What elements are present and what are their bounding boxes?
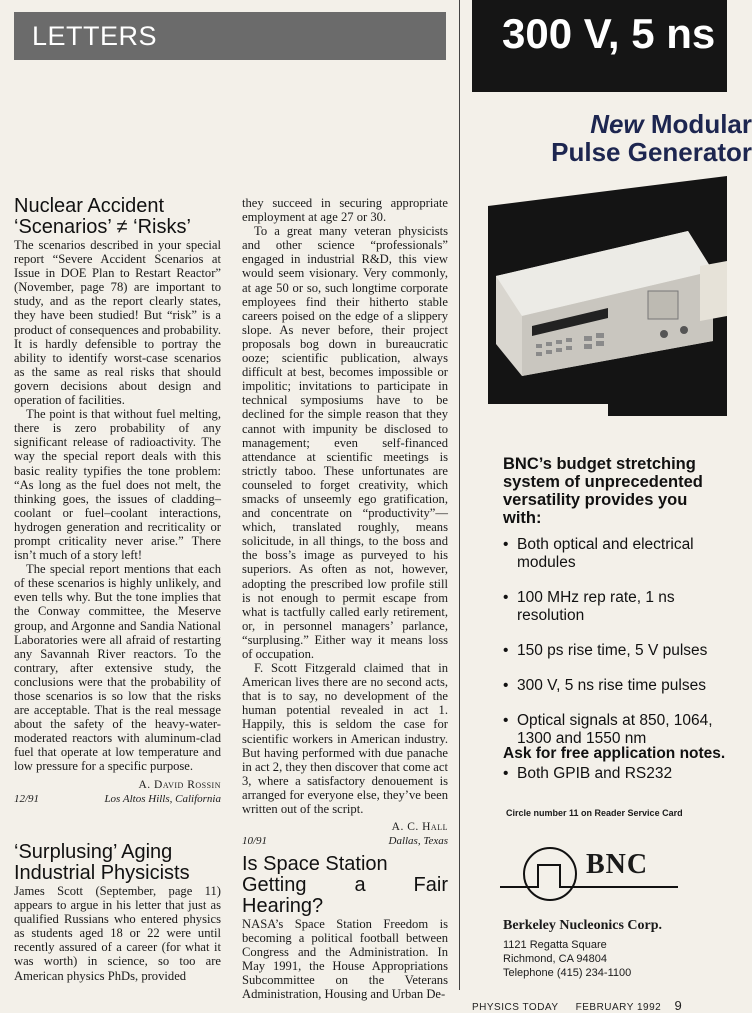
letter-date: 12/91 [14,792,40,805]
ad-feature: • Optical signals at 850, 1064, 1300 and 1550 nm [503,712,727,748]
letter-title [14,196,221,238]
issue-date: FEBRUARY 1992 [575,1002,662,1013]
paragraph: The scenarios described in your special report “Severe Accident Scenarios at Issue in DOE Plan to Restart Reactor” (November, page 78) are important to study, and as the report clearly states, they have been studied! But “risk” is a product of consequences and probability. It is hardly defensible to portray the ability to identify worst-case scenarios as the same as real risks that should govern decisions about design and operation of facilities. [14,238,221,408]
paragraph: F. Scott Fitzgerald claimed that in American lives there are no second acts, that is to say, no development of the human potential revealed in act 1. Happily, this is seldom the case for scientific workers in American industry. But having performed with due panache in act 2, they then discover that come act 3, where a satisfactory denouement is arranged for everyone else, they’ve been written out of the script. [242,661,448,817]
column-divider [459,0,460,990]
ad-feature: • 300 V, 5 ns rise time pulses [503,677,727,695]
signature [14,777,221,792]
section-title: LETTERS [32,21,158,51]
address-line: Richmond, CA 94804 [503,953,607,965]
letter-title [242,854,448,917]
signature [242,819,448,834]
date-location [14,792,221,806]
page-footer [472,998,682,1013]
title-line: Nuclear Accident [14,195,165,217]
ad-banner [472,0,727,92]
ad-feature: • 150 ps rise time, 5 V pulses [503,642,727,660]
paragraph: To a great many veteran physicists and other science “professionals” engaged in industrial R&D, this view would seem visionary. Very commonly, at age 50 or so, such longtime corporate employees find their hitherto stable careers poised on the edge of a slippery slope. As never before, their project proposals bog down in bureaucratic ooze; scientific publication, always difficult at best, becomes impossible or impolitic; invitations to participate in technical symposiums have to be declined for the simple reason that they cannot with impunity be disclosed to management; even self-financed attendance at scientific meetings is strictly taboo. These unfortunates are counseled to forget creativity, which smacks of unseemly ego gratification, and concentrate on “productivity”—which, translated roughly, means solicitude, in all things, to the boss and the boss’s image as purveyed to his superiors. As often as not, however, adopting the prescribed low profile still is not enough to permit escape from what is tactfully called early retirement, or, in personnel managers’ parlance, “surplusing.” Either way it means loss of occupation. [242,224,448,661]
journal-name: PHYSICS TODAY [472,1002,559,1013]
ad-lead: BNC’s budget stretching system of unprecedented versatility provides you with: [503,455,703,527]
letter-location: Los Altos Hills, California [104,792,221,805]
ad-headline-new: New [590,109,644,139]
section-banner [14,12,446,60]
letter-title [14,842,221,884]
company-name: Berkeley Nucleonics Corp. [503,918,663,933]
paragraph: The special report mentions that each of these scenarios is highly unlikely, and even tells why. But the tone implies that the Conway committee, the Meserve group, and Argonne and Sandia National Laboratories were all afraid of restarting any Savannah River reactors. To the contrary, after extensive study, the conclusions were that the probability of those scenarios is so low that the risks are acceptable. That is the real message about the safety of the heavy-water-moderated reactors with aluminum-clad fuel that operate at low temperature and low pressure for a specific purpose. [14,562,221,774]
ad-feature: • Both optical and electrical modules [503,536,727,572]
letter-surplusing-cont [242,196,448,848]
letter-date: 10/91 [242,835,268,848]
ad-headline-line1 [472,110,752,138]
title-line: Is Space Station [242,853,388,875]
paragraph: NASA’s Space Station Freedom is becoming a political football between Congress and the Administration. In May 1991, the House Appropriations Subcommittee on the Veterans Administration, Housing and Urban De- [242,917,448,1002]
address-line: 1121 Regatta Square [503,939,607,951]
pulse-generator-photo [488,176,727,416]
ad-banner-text: 300 V, 5 ns [502,10,716,57]
letter-location: Dallas, Texas [388,835,448,848]
reader-service-note: Circle number 11 on Reader Service Card [506,808,683,818]
letter-space-station [242,854,448,1002]
company-address [503,938,631,980]
module-box [700,261,727,321]
ad-call-to-action: Ask for free application notes. [503,745,726,762]
ad-headline [472,110,752,166]
title-line: Getting a Fair Hearing? [242,874,448,917]
letter-nuclear [14,196,221,806]
ad-feature: • Both GPIB and RS232 [503,765,727,783]
author-name: A. David Rossin [138,778,221,791]
paragraph: The point is that without fuel melting, there is zero probability of any significant release of radioactivity. The way the special report deals with this basic reality typifies the tone problem: “As long as the fuel does not melt, the thinking goes, the issues of cladding–coolant or fuel–coolant interactions, hydrogen generation and recriticality or prompt criticality never arise.” There isn’t much of a story left! [14,407,221,563]
connector [680,326,688,334]
page-number: 9 [674,998,683,1013]
ad-feature: • 100 MHz rep rate, 1 ns resolution [503,589,727,625]
date-location [242,834,448,848]
bnc-logo-text: BNC [586,849,649,880]
letter-surplusing [14,842,221,983]
address-line: Telephone (415) 234-1100 [503,967,632,979]
module-bay [648,291,678,319]
paragraph: James Scott (September, page 11) appears to argue in his letter that just as qualified Russians who entered physics as students aged 18 or 22 were until recently assured of a career (for what it was worth) in science, so too are American physics PhDs, provided [14,884,221,983]
bnc-logo [500,845,680,903]
author-name: A. C. Hall [391,821,448,834]
title-line: ‘Surplusing’ Aging [14,841,173,863]
title-line: ‘Scenarios’ ≠ ‘Risks’ [14,216,191,238]
connector [660,330,668,338]
title-line: Industrial Physicists [14,862,190,884]
ad-headline-line2: Pulse Generator [551,137,752,167]
paragraph: they succeed in securing appropriate employment at age 27 or 30. [242,196,448,225]
ad-headline-rest: Modular [650,109,752,139]
